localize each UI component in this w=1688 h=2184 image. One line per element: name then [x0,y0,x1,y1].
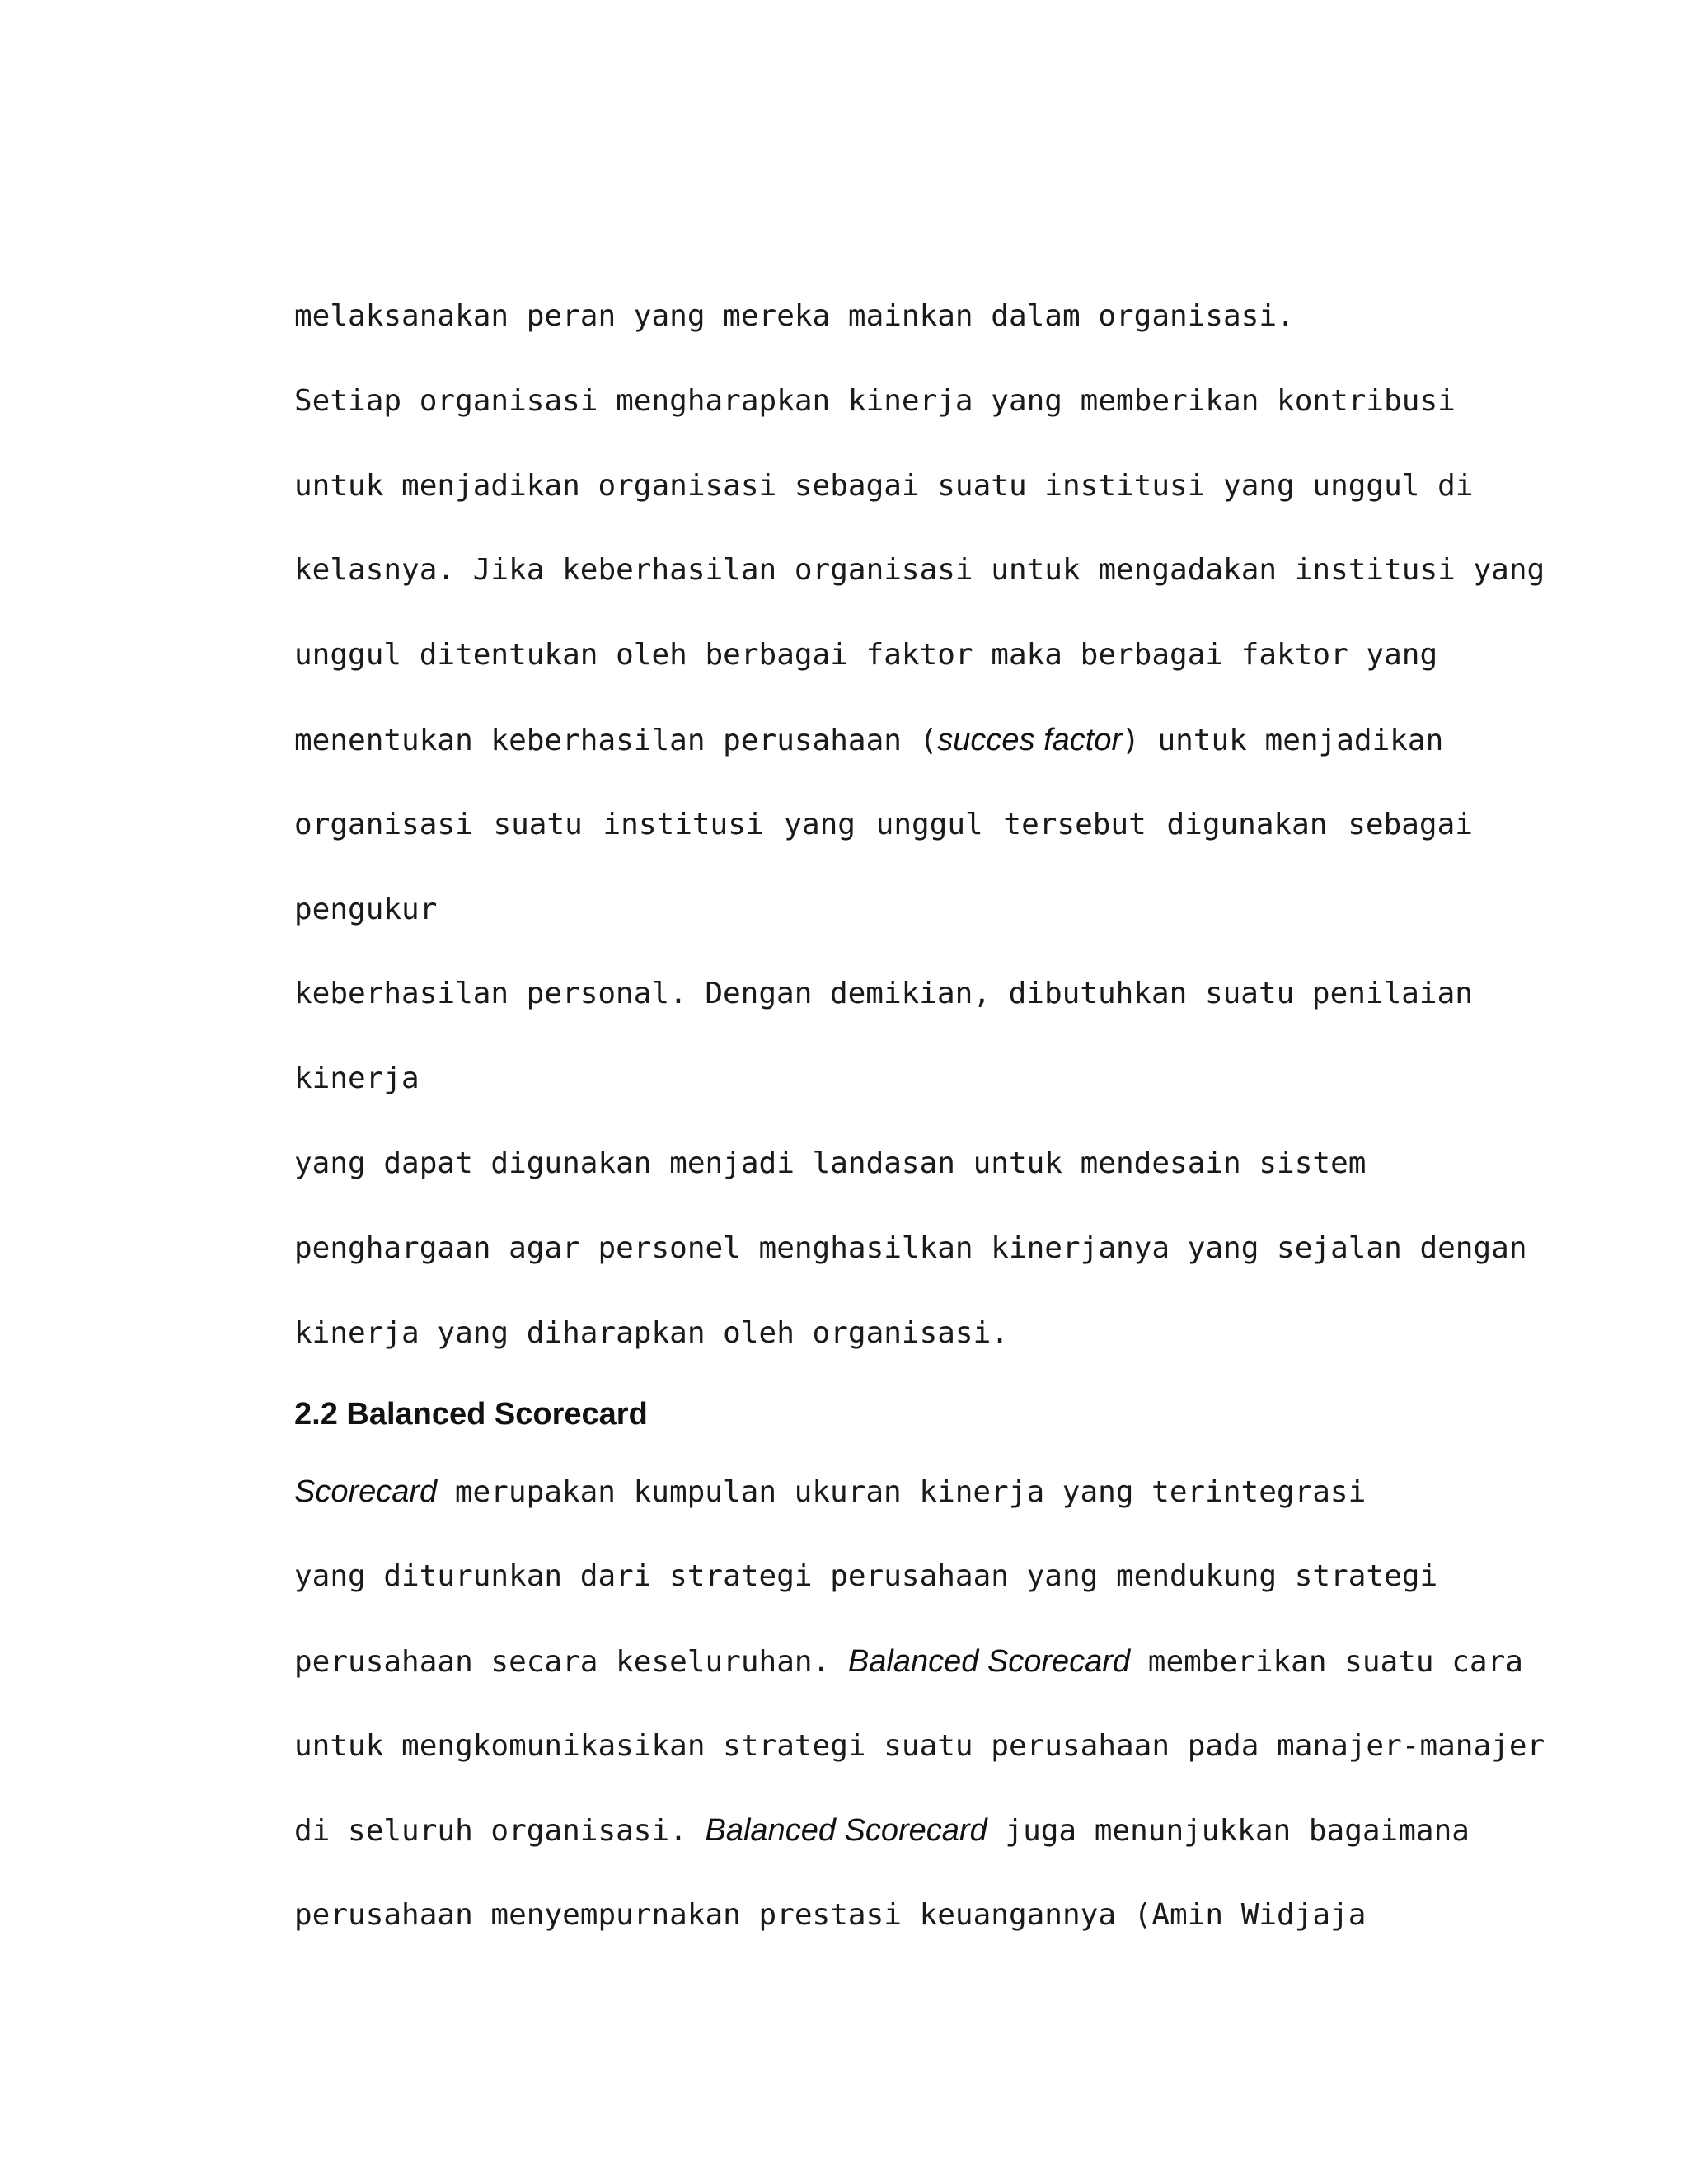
word: tersebut [1003,808,1146,841]
text-run: juga menunjukkan bagaimana [987,1814,1470,1848]
text-run: menentukan keberhasilan perusahaan ( [294,724,938,757]
text-line [294,1814,1470,1848]
text-run: memberikan suatu cara [1130,1645,1523,1679]
text-line: untuk mengkomunikasikan strategi suatu perusahaan pada manajer-manajer [294,1729,1545,1763]
emphasis-term: succes factor [937,723,1123,757]
text-line [294,1475,1366,1509]
word: personal. [526,977,687,1010]
word: demikian, [829,977,992,1010]
word: penilaian [1311,977,1473,1010]
text-line: kelasnya. Jika keberhasilan organisasi untuk mengadakan institusi yang [294,553,1545,587]
section-heading: 2.2 Balanced Scorecard [294,1397,648,1432]
text-run: merupakan kumpulan ukuran kinerja yang terintegrasi [437,1475,1367,1509]
word: organisasi [294,808,473,841]
text-line: perusahaan menyempurnakan prestasi keuangannya (Amin Widjaja [294,1898,1367,1932]
word: unggul [875,808,983,841]
text-line: yang dapat digunakan menjadi landasan untuk mendesain sistem [294,1146,1367,1180]
text-line: unggul ditentukan oleh berbagai faktor maka berbagai faktor yang [294,638,1438,672]
word: digunakan [1166,808,1328,841]
emphasis-term: Scorecard [294,1474,438,1509]
text-run: ) untuk menjadikan [1122,724,1444,757]
word: yang [784,808,856,841]
text-run: perusahaan secara keseluruhan. [294,1645,848,1679]
emphasis-term: Balanced Scorecard [705,1813,987,1848]
text-line: yang diturunkan dari strategi perusahaan yang mendukung strategi [294,1559,1438,1593]
word: suatu [493,808,583,841]
word: Dengan [705,977,813,1010]
justified-text-line [294,808,1473,841]
word: suatu [1204,977,1295,1010]
text-line: melaksanakan peran yang mereka mainkan dalam organisasi. [294,299,1295,333]
word: sebagai [1348,808,1473,841]
text-line: pengukur [294,893,438,926]
word: institusi [603,808,764,841]
text-run: di seluruh organisasi. [294,1814,706,1848]
text-line: kinerja yang diharapkan oleh organisasi. [294,1316,1009,1350]
text-line: penghargaan agar personel menghasilkan kinerjanya yang sejalan dengan [294,1231,1527,1265]
text-line: untuk menjadikan organisasi sebagai suatu institusi yang unggul di [294,469,1474,503]
emphasis-term: Balanced Scorecard [847,1644,1131,1679]
justified-text-line [294,977,1473,1010]
text-line [294,724,1443,757]
text-line: Setiap organisasi mengharapkan kinerja yang memberikan kontribusi [294,384,1456,418]
text-line [294,1645,1523,1679]
text-line: kinerja [294,1062,420,1095]
word: dibutuhkan [1008,977,1188,1010]
word: keberhasilan [294,977,509,1010]
